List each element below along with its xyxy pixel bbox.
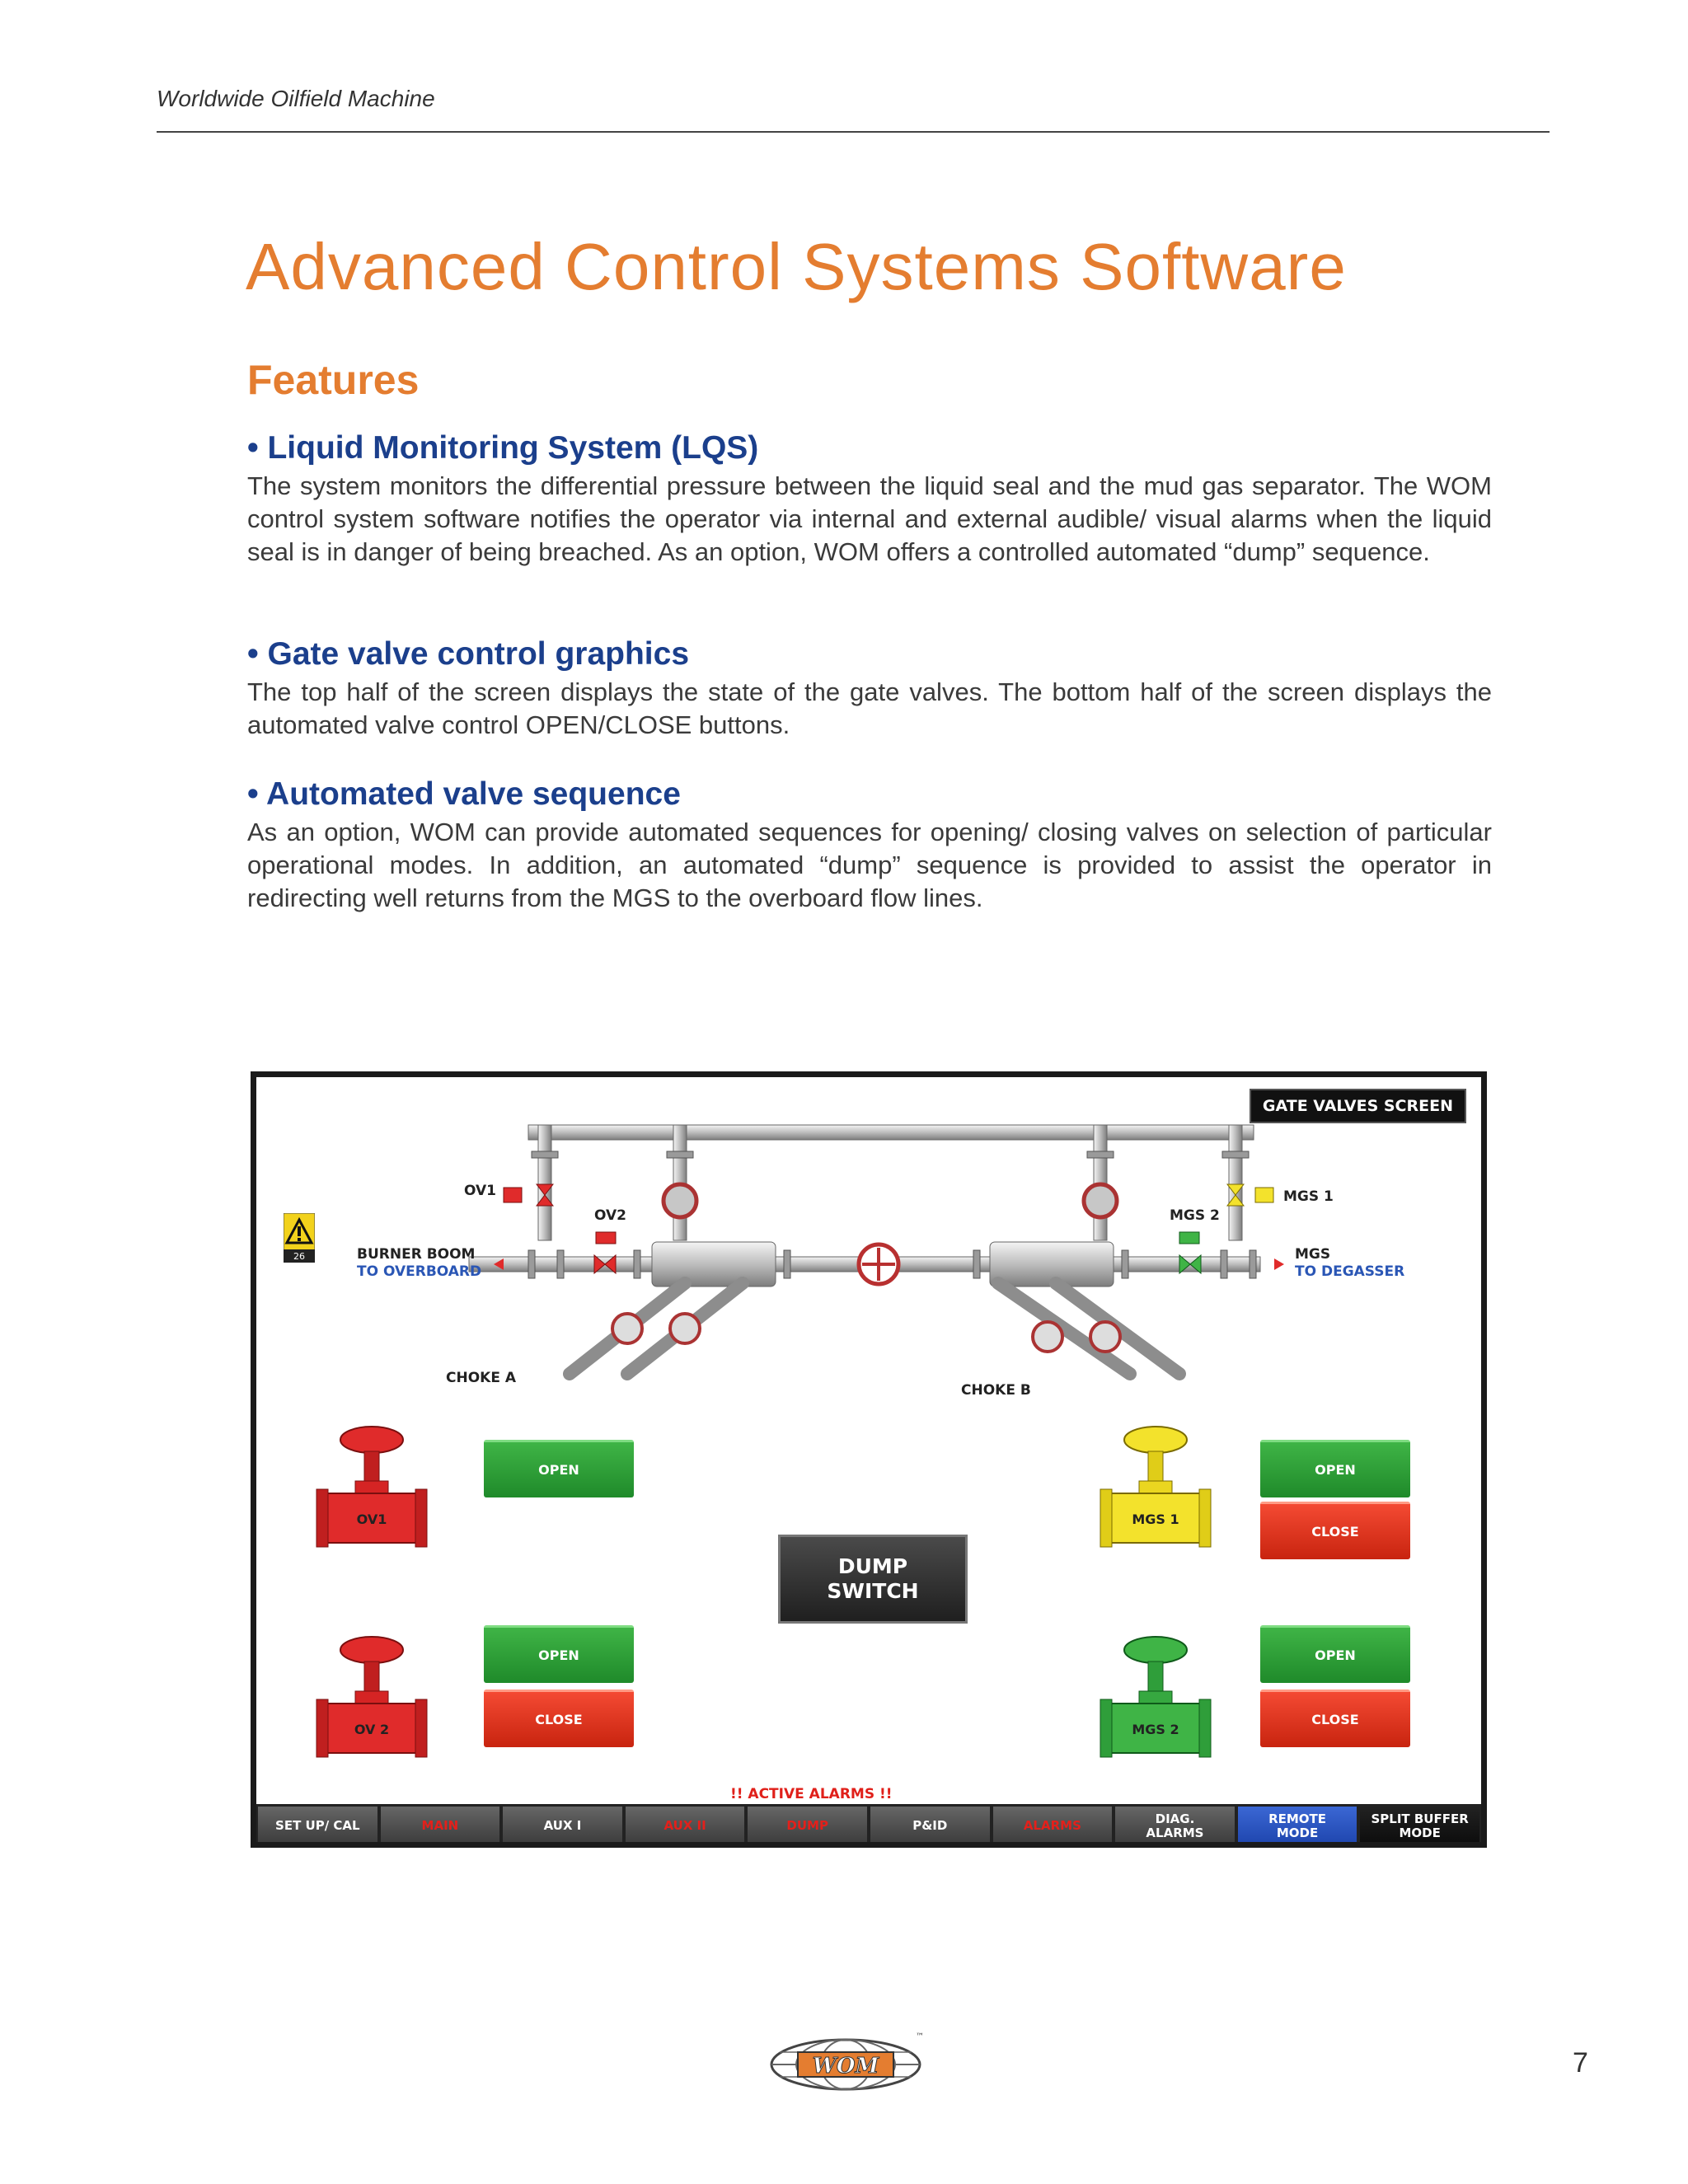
dump-label: DUMP <box>837 1554 908 1578</box>
menu-label: MODE <box>1276 1825 1319 1840</box>
feature-body: The system monitors the differential pressure between the liquid seal and the mud gas separator. The WOM control system software notifies the operator via internal and external audible/ visual alarms when the liquid seal is in danger of being breached. As an option, WOM offers a controlled automated “dump” sequence. <box>247 471 1492 566</box>
ov2-open-button[interactable]: OPEN <box>484 1625 634 1683</box>
menu-label: REMOTE <box>1268 1811 1327 1826</box>
ov2-close-button[interactable]: CLOSE <box>484 1690 634 1747</box>
menu-remote-mode[interactable] <box>1238 1807 1357 1845</box>
feature-body: The top half of the screen displays the state of the gate valves. The bottom half of the screen displays the automated valve control OPEN/CLOSE buttons. <box>247 677 1492 739</box>
valve-ov1[interactable] <box>310 1423 434 1555</box>
menu-item-5[interactable]: DUMP <box>748 1807 867 1845</box>
screen-tag: GATE VALVES SCREEN <box>1250 1089 1466 1123</box>
valve-ov2[interactable] <box>310 1633 434 1765</box>
label-ov1: OV1 <box>464 1183 496 1199</box>
valve-mgs1[interactable] <box>1094 1423 1217 1555</box>
running-head: Worldwide Oilfield Machine <box>157 86 435 111</box>
label-burner-boom: BURNER BOOM <box>357 1246 476 1263</box>
feature-heading: • Gate valve control graphics <box>247 636 690 672</box>
feature-lqs <box>247 430 1492 569</box>
label-mgs: MGS <box>1295 1246 1331 1263</box>
label-choke-b: CHOKE B <box>961 1382 1031 1399</box>
menu-label: MODE <box>1399 1825 1441 1840</box>
switch-label: SWITCH <box>827 1579 919 1603</box>
hmi-screenshot <box>251 1071 1487 1848</box>
menu-aux-1[interactable]: AUX I <box>503 1807 622 1845</box>
mgs1-close-button[interactable]: CLOSE <box>1260 1502 1410 1559</box>
page-number: 7 <box>1573 2047 1588 2079</box>
menu-item-4[interactable]: AUX II <box>626 1807 745 1845</box>
feature-gate-valve-graphics <box>247 636 1492 742</box>
bottom-menu-bar <box>256 1804 1481 1848</box>
mgs2-close-button[interactable]: CLOSE <box>1260 1690 1410 1747</box>
feature-heading: • Liquid Monitoring System (LQS) <box>247 430 759 466</box>
feature-body: As an option, WOM can provide automated sequences for opening/ closing valves on selection of particular operational modes. In addition, an automated “dump” sequence is provided to assist the operator in redirecting well returns from the MGS to the overboard flow lines. <box>247 818 1492 912</box>
menu-pid[interactable]: P&ID <box>870 1807 990 1845</box>
label-ov2: OV2 <box>594 1207 626 1224</box>
menu-item-2[interactable]: MAIN <box>381 1807 500 1845</box>
valve-mgs2[interactable] <box>1094 1633 1217 1765</box>
label-to-overboard: TO OVERBOARD <box>357 1263 482 1280</box>
feature-heading: • Automated valve sequence <box>247 776 681 812</box>
dump-switch-button[interactable] <box>778 1535 968 1624</box>
label-mgs2: MGS 2 <box>1170 1207 1220 1224</box>
menu-setup-cal[interactable]: SET UP/ CAL <box>258 1807 377 1845</box>
menu-item-7[interactable]: ALARMS <box>993 1807 1113 1845</box>
mgs1-open-button[interactable]: OPEN <box>1260 1440 1410 1497</box>
warning-icon[interactable] <box>284 1213 315 1263</box>
label-mgs1: MGS 1 <box>1283 1188 1334 1205</box>
valve-label: MGS 1 <box>1132 1511 1179 1527</box>
label-to-degasser: TO DEGASSER <box>1295 1263 1405 1280</box>
section-title: Features <box>247 357 420 403</box>
menu-label: ALARMS <box>1146 1825 1204 1840</box>
menu-label: DIAG. <box>1155 1811 1195 1826</box>
ov1-open-button[interactable]: OPEN <box>484 1440 634 1497</box>
active-alarms-indicator[interactable]: !! ACTIVE ALARMS !! <box>730 1786 893 1802</box>
trademark: ™ <box>916 2032 924 2041</box>
valve-label: MGS 2 <box>1132 1722 1179 1737</box>
wom-logo <box>763 2027 928 2093</box>
page-title: Advanced Control Systems Software <box>246 230 1347 303</box>
header-rule <box>157 131 1550 133</box>
menu-diag-alarms[interactable] <box>1115 1807 1235 1845</box>
feature-automated-sequence <box>247 776 1492 915</box>
menu-label: SPLIT BUFFER <box>1371 1811 1469 1826</box>
valve-label: OV 2 <box>354 1722 390 1737</box>
label-choke-a: CHOKE A <box>446 1370 517 1386</box>
mgs2-open-button[interactable]: OPEN <box>1260 1625 1410 1683</box>
valve-label: OV1 <box>356 1511 387 1527</box>
logo-text: WOM <box>812 2054 879 2079</box>
warning-count: 26 <box>293 1251 305 1262</box>
menu-split-buffer-mode[interactable] <box>1360 1807 1479 1845</box>
